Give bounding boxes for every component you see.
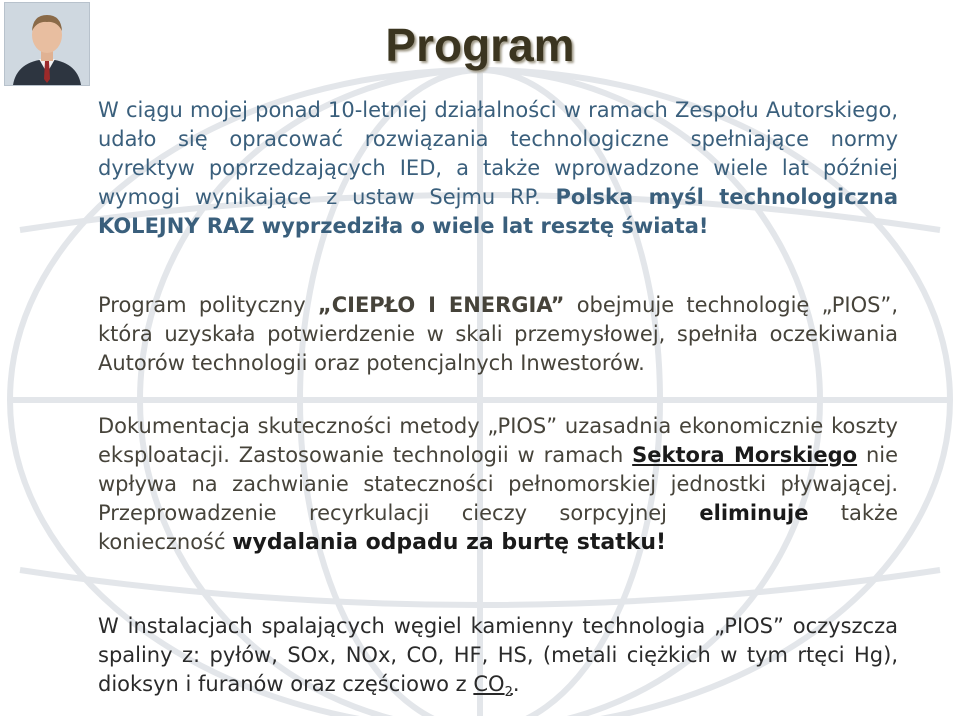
install-text: W instalacjach spalających węgiel kamienny technologia „PIOS” oczyszcza spaliny z: pyłów, SOx, NOx, CO, HF, HS, (metali ciężkich w tym rtęci Hg), dioksyn i furanów oraz częściowo z (98, 614, 898, 696)
intro-paragraph (98, 96, 898, 241)
page-title: Program (385, 19, 575, 71)
eliminates-word: eliminuje (699, 501, 809, 525)
co2-subscript: 2 (504, 685, 513, 701)
program-text-2: obejmuje technologię „PIOS”, która uzyskała potwierdzenie w skali przemysłowej, spełniła oczekiwania Autorów technologii oraz potencjalnych Inwestorów. (98, 293, 898, 375)
installations-paragraph (98, 612, 898, 707)
doc-text-1: Dokumentacja skuteczności metody „PIOS” uzasadnia ekonomicznie koszty eksploatacji. Zastosowanie technologii w ramach (98, 414, 898, 467)
doc-text-3: także konieczność (98, 501, 898, 554)
program-paragraph (98, 291, 898, 378)
documentation-paragraph (98, 412, 898, 557)
maritime-sector: Sektora Morskiego (632, 443, 858, 467)
co2-base: CO (473, 672, 505, 696)
program-name: „CIEPŁO I ENERGIA” (317, 293, 565, 317)
install-end: . (512, 672, 520, 696)
intro-text: W ciągu mojej ponad 10-letniej działalności w ramach Zespołu Autorskiego, udało się opracować rozwiązania technologiczne spełniające normy dyrektyw poprzedzających IED, a także wprowadzone wiele lat później wymogi wynikające z ustaw Sejmu RP. (98, 98, 898, 209)
waste-disposal-phrase: wydalania odpadu za burtę statku! (232, 530, 667, 555)
intro-bold-claim: Polska myśl technologiczna KOLEJNY RAZ wyprzedziła o wiele lat resztę świata! (98, 185, 898, 238)
co2-formula (473, 672, 513, 701)
program-text-1: Program polityczny (98, 293, 318, 317)
doc-text-2: nie wpływa na zachwianie stateczności pełnomorskiej jednostki pływającej. Przeprowadzenie recyrkulacji cieczy sorpcyjnej (98, 443, 899, 525)
